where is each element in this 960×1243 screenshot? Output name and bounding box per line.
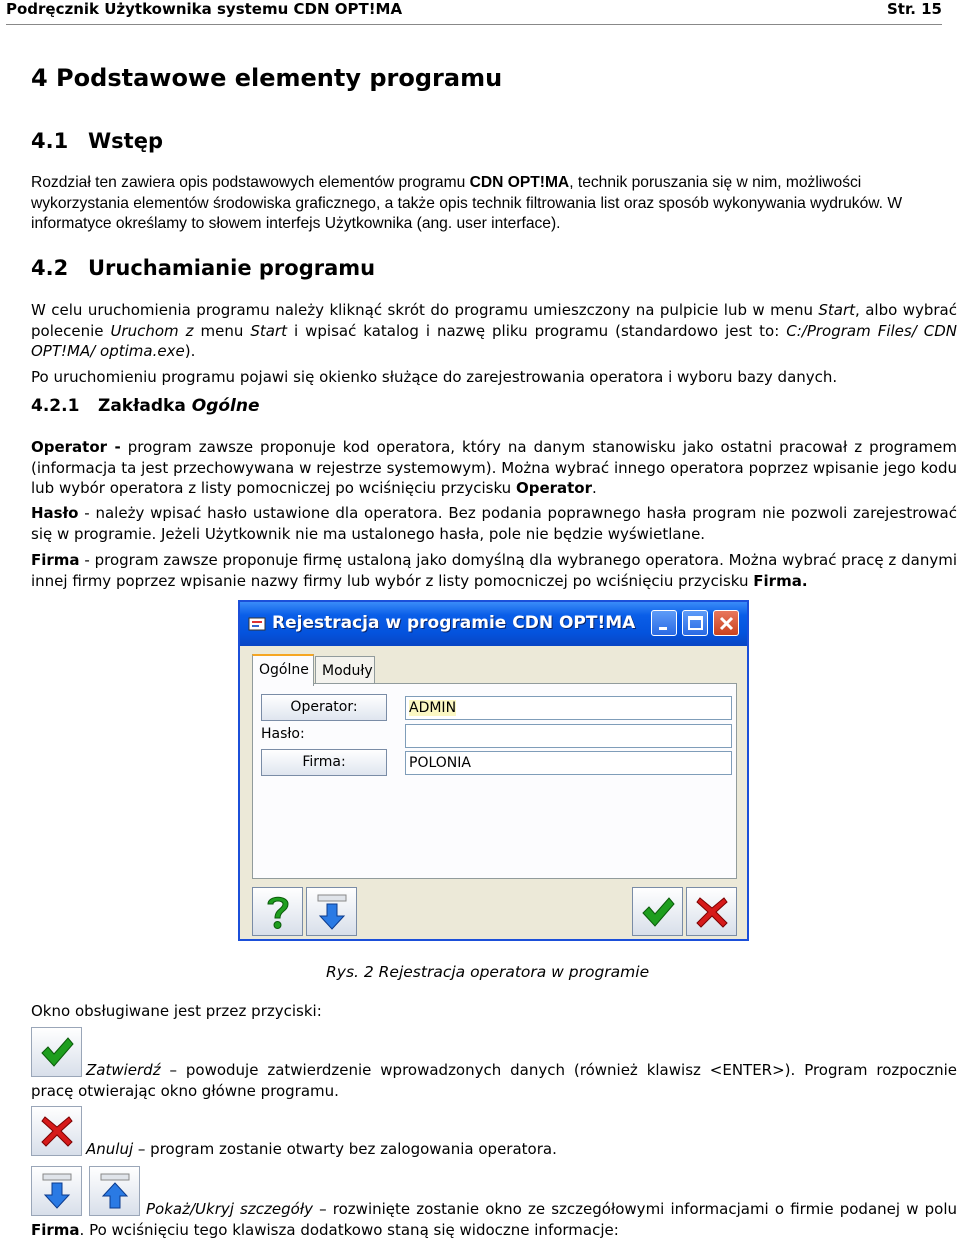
section-title: Zakładka (98, 396, 192, 416)
firma-input[interactable]: POLONIA (405, 751, 732, 775)
tab-ogolne[interactable]: Ogólne (252, 654, 314, 686)
toggle-details-button[interactable] (306, 887, 357, 936)
anuluj-paragraph: Anuluj – program zostanie otwarty bez zalogowania operatora. (86, 1140, 557, 1158)
help-button[interactable] (252, 887, 303, 936)
minimize-button[interactable] (651, 610, 677, 636)
section-4-1-heading (31, 129, 163, 153)
run-paragraph: W celu uruchomienia programu należy kliknąć skrót do programu umieszczony na pulpicie lub w menu Start, albo wybrać polecenie Uruchom z menu Start i wpisać katalog i nazwę pliku programu (standardowo jest to: C:/Program Files/ CDN OPT!MA/ optima.exe). (31, 301, 957, 360)
section-number: 4.1 (31, 129, 69, 153)
section-4-2-1-heading (31, 396, 260, 416)
page-header (6, 0, 942, 26)
dialog-titlebar (240, 602, 747, 646)
dialog-title: Rejestracja w programie CDN OPT!MA (272, 613, 636, 633)
section-number: 4.2 (31, 256, 69, 280)
check-icon (640, 894, 676, 930)
confirm-button[interactable] (632, 887, 683, 936)
close-button[interactable] (713, 610, 739, 636)
section-title: Uruchamianie programu (88, 256, 376, 280)
zatwierdz-paragraph: Zatwierdź – powoduje zatwierdzenie wprowadzonych danych (również klawisz <ENTER>). Program rozpocznie pracę otwierając okno główne programu. (31, 1061, 957, 1100)
maximize-icon (683, 611, 709, 637)
section-4-2-heading (31, 256, 375, 280)
close-icon (714, 611, 740, 637)
header-rule (6, 24, 942, 25)
minimize-icon (652, 611, 678, 637)
run-paragraph-2: Po uruchomieniu programu pojawi się okienko służące do zarejestrowania operatora i wyboru bazy danych. (31, 368, 838, 386)
cross-icon (694, 894, 730, 930)
intro-paragraph: Rozdział ten zawiera opis podstawowych elementów programu CDN OPT!MA, technik poruszania się w nim, możliwości wykorzystania elementów środowiska graficznego, a także opis technik filtrowania list oraz sposób wykonywania wydruków. W informatyce określamy to słowem interfejs Użytkownika (ang. user interface). (31, 174, 903, 232)
haslo-paragraph: Hasło - należy wpisać hasło ustawione dla operatora. Bez podania poprawnego hasła program nie pozwoli zarejestrować się w programie. Jeżeli Użytkownik nie ma ustalonego hasła, pole nie będzie wyświetlane. (31, 504, 957, 543)
figure-caption: Rys. 2 Rejestracja operatora w programie (326, 963, 650, 981)
buttons-intro: Okno obsługiwane jest przez przyciski: (31, 1002, 322, 1020)
operator-paragraph: Operator - program zawsze proponuje kod operatora, który na danym stanowisku jako ostatni pracował z programem (informacja ta jest przechowywana w rejestrze systemowym). Można wybrać innego operatora poprzez wpisanie jego kodu lub wybór operatora z listy pomocniczej po wciśnięciu przycisku Operator. (31, 438, 957, 497)
header-title: Podręcznik Użytkownika systemu CDN OPT!MA (6, 0, 403, 18)
pokaz-paragraph: Pokaż/Ukryj szczegóły – rozwinięte zostanie okno ze szczegółowymi informacjami o firmie podanej w polu Firma. Po wciśnięciu tego klawisza dodatkowo staną się widoczne informacje: (31, 1200, 957, 1239)
login-dialog (238, 600, 749, 941)
help-icon (260, 892, 296, 932)
maximize-button[interactable] (682, 610, 708, 636)
cancel-button-sample (31, 1106, 82, 1156)
firma-button[interactable]: Firma: (261, 749, 387, 776)
cross-icon (39, 1113, 75, 1149)
firma-paragraph: Firma - program zawsze proponuje firmę ustaloną jako domyślną dla wybranego operatora. Można wybrać pracę z danymi innej firmy poprzez wpisanie nazwy firmy lub wybór z listy pomocniczej po wciśnięciu przycisku Firma. (31, 551, 957, 590)
app-icon (248, 616, 266, 632)
section-title: Wstęp (88, 129, 163, 153)
haslo-label: Hasło: (261, 726, 305, 742)
header-page-number: Str. 15 (886, 0, 942, 18)
tab-panel (252, 683, 737, 879)
chapter-title: 4 Podstawowe elementy programu (31, 64, 503, 92)
operator-button[interactable]: Operator: (261, 694, 387, 721)
cancel-button[interactable] (686, 887, 737, 936)
down-arrow-icon (314, 892, 350, 932)
operator-input[interactable]: ADMIN (405, 696, 732, 720)
section-number: 4.2.1 (31, 396, 80, 416)
password-input[interactable] (405, 724, 732, 748)
section-title-italic: Ogólne (191, 396, 260, 416)
tab-moduly[interactable]: Moduły (315, 656, 375, 686)
